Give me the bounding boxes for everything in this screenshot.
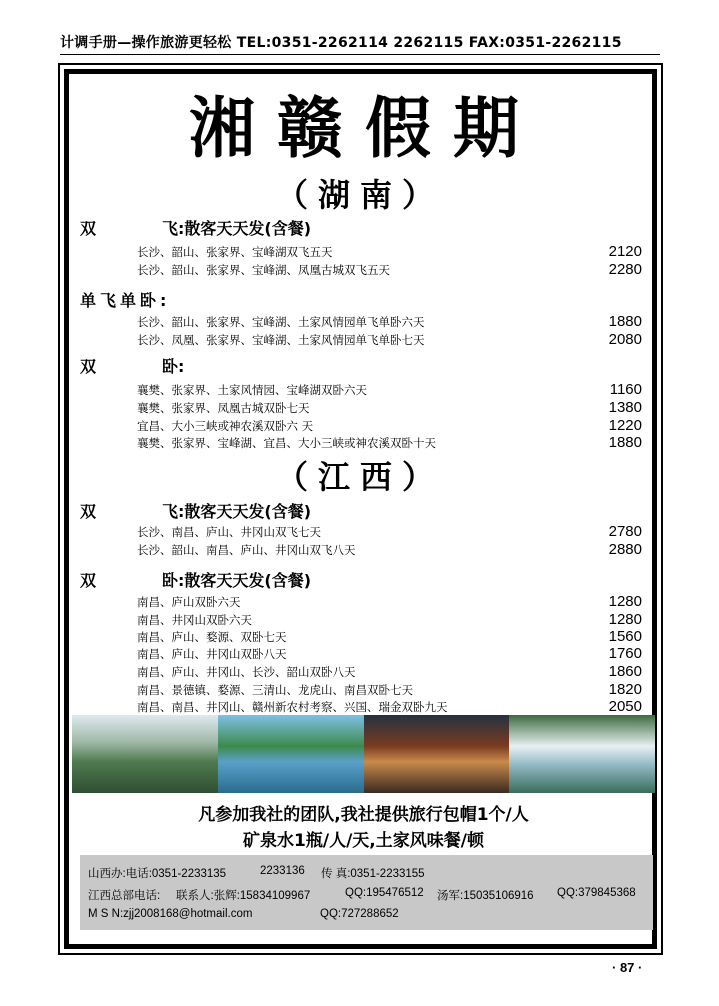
route-row [137,332,642,349]
route-name: 南昌、景德镇、婺源、三清山、龙虎山、南昌双卧七天 [137,683,413,697]
route-row [137,244,642,261]
route-price: 1280 [608,593,642,610]
shanxi-office-phone-2: 2233136 [260,865,305,877]
section-key-2: 卧 [162,357,179,376]
section-hunan-double-flight [80,216,311,239]
village-photo [364,715,510,793]
page-number: · 87 · [612,960,643,975]
section-key-1: 双 [80,571,97,590]
route-row [137,682,642,699]
contact-tang-jun: 汤军:15035106916 [437,890,534,902]
route-row [137,524,642,541]
section-note: :散客天天发(含餐) [178,571,312,590]
section-key-2: 卧 [162,571,179,590]
mountain-photo [72,715,218,793]
route-name: 南昌、南昌、井冈山、赣州新农村考察、兴国、瑞金双卧九天 [137,700,448,714]
route-name: 襄樊、张家界、宝峰湖、宜昌、大小三峡或神农溪双卧十天 [137,436,436,450]
route-name: 襄樊、张家界、凤凰古城双卧七天 [137,401,310,415]
route-price: 1880 [608,313,642,330]
route-row [137,314,642,331]
route-row [137,400,642,417]
route-price: 2880 [608,541,642,558]
route-name: 南昌、庐山、井冈山、长沙、韶山双卧八天 [137,665,356,679]
section-note: :散客天天发(含餐) [178,502,312,521]
page-header: 计调手册—操作旅游更轻松 TEL:0351-2262114 2262115 FAX:0351-2262115 [60,35,622,51]
route-price: 1380 [608,399,642,416]
route-name: 南昌、庐山、井冈山双卧八天 [137,647,287,661]
route-price: 1760 [608,645,642,662]
region-hunan-title: （湖南） [275,176,444,214]
route-name: 长沙、韶山、张家界、宝峰湖、凤凰古城双飞五天 [137,263,390,277]
route-price: 2280 [608,261,642,278]
route-row [137,435,642,452]
section-key-1: 单飞单卧 [80,291,161,310]
route-row [137,612,642,629]
route-row [137,262,642,279]
promo-line-2: 矿泉水1瓶/人/天,土家风味餐/顿 [243,831,484,851]
contact-zhang-hui-qq: QQ:195476512 [345,887,424,899]
route-row [137,664,642,681]
section-key-2: 飞 [162,219,179,238]
promo-line-1: 凡参加我社的团队,我社提供旅行包帽1个/人 [198,805,529,825]
route-name: 襄樊、张家界、土家风情园、宝峰湖双卧六天 [137,383,367,397]
shanxi-office-phone: 山西办:电话:0351-2233135 [88,868,227,880]
route-price: 1280 [608,611,642,628]
route-name: 长沙、凤凰、张家界、宝峰湖、土家风情园单飞单卧七天 [137,333,425,347]
header-divider [60,54,660,55]
route-name: 南昌、庐山双卧六天 [137,595,241,609]
route-price: 1220 [608,417,642,434]
waterfall-photo [509,715,655,793]
route-price: 1860 [608,663,642,680]
route-price: 2780 [608,523,642,540]
route-row [137,646,642,663]
route-row [137,418,642,435]
route-row [137,629,642,646]
route-price: 2050 [608,698,642,715]
route-price: 1160 [609,381,642,398]
route-price: 1880 [608,434,642,451]
region-jiangxi-title: （江西） [275,458,444,496]
shanxi-office-fax: 传 真:0351-2233155 [321,868,425,880]
scenery-photo-strip [72,715,655,793]
route-row [137,382,642,399]
section-key-1: 双 [80,502,97,521]
jiangxi-hq-phone-label: 江西总部电话: [88,890,161,902]
route-price: 1560 [608,628,642,645]
route-name: 南昌、庐山、婺源、双卧七天 [137,630,287,644]
section-jiangxi-double-sleeper [80,568,311,591]
route-name: 长沙、韶山、张家界、宝峰湖、土家风情园单飞单卧六天 [137,315,425,329]
route-name: 长沙、南昌、庐山、井冈山双飞七天 [137,525,321,539]
section-note: :散客天天发(含餐) [178,219,312,238]
route-price: 2080 [608,331,642,348]
route-row [137,542,642,559]
section-note: : [160,291,171,310]
route-name: 长沙、韶山、南昌、庐山、井冈山双飞八天 [137,543,356,557]
route-row [137,594,642,611]
section-jiangxi-double-flight [80,499,311,522]
route-name: 宜昌、大小三峡或神农溪双卧六 天 [137,419,314,433]
route-price: 1820 [608,681,642,698]
route-name: 长沙、韶山、张家界、宝峰湖双飞五天 [137,245,333,259]
msn-contact: M S N:zjj2008168@hotmail.com [88,908,253,920]
section-key-1: 双 [80,219,97,238]
route-row [137,699,642,716]
contact-zhang-hui: 联系人:张辉:15834109967 [176,890,311,902]
section-hunan-double-sleeper [80,354,184,377]
route-price: 2120 [608,243,642,260]
main-title: 湘赣假期 [189,89,541,167]
lake-photo [218,715,364,793]
contact-box [80,855,653,930]
msn-qq-contact: QQ:727288652 [320,908,399,920]
section-note: : [178,357,185,376]
section-key-2: 飞 [162,502,179,521]
contact-tang-jun-qq: QQ:379845368 [557,887,636,899]
section-hunan-single-flight-sleeper [80,288,170,311]
route-name: 南昌、井冈山双卧六天 [137,613,252,627]
section-key-1: 双 [80,357,97,376]
